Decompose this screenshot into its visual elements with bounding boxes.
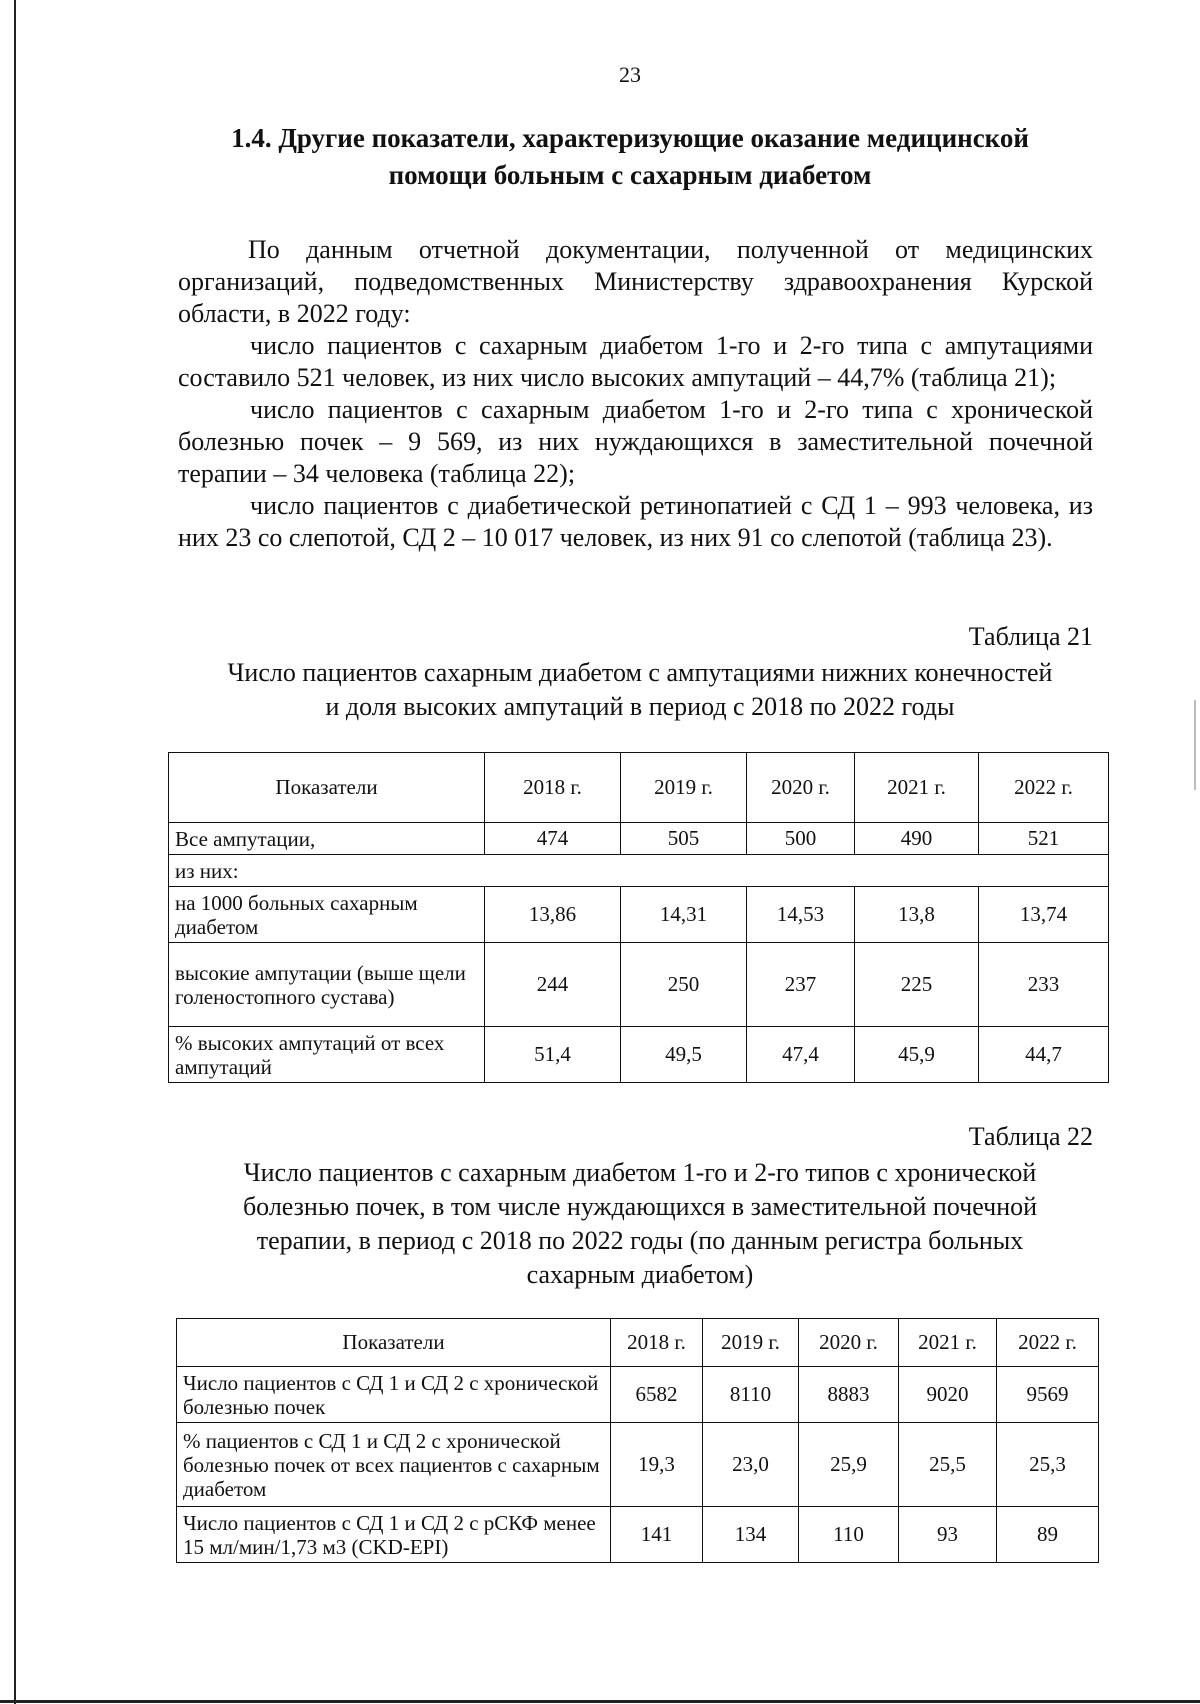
section-title — [170, 120, 1090, 194]
header-cell: Показатели — [177, 1319, 611, 1367]
header-cell: 2021 г. — [855, 753, 979, 823]
table-cell: 8883 — [799, 1367, 899, 1423]
row-label: Все ампутации, — [169, 823, 485, 855]
table-cell: 9020 — [899, 1367, 997, 1423]
table-cell: 8110 — [703, 1367, 799, 1423]
table-cell: 13,86 — [485, 887, 621, 943]
table-cell: 141 — [611, 1507, 703, 1563]
table-22-caption-line-1: Число пациентов с сахарным диабетом 1-го и 2-го типов с хронической — [243, 1158, 1037, 1187]
page-number: 23 — [619, 62, 641, 87]
table-cell: 110 — [799, 1507, 899, 1563]
header-cell: Показатели — [169, 753, 485, 823]
header-cell: 2019 г. — [621, 753, 747, 823]
table-header-row — [169, 753, 1109, 823]
table-cell: 47,4 — [747, 1027, 855, 1083]
table-row — [169, 823, 1109, 855]
table-cell: 490 — [855, 823, 979, 855]
table-cell: 6582 — [611, 1367, 703, 1423]
table-row — [169, 943, 1109, 1027]
paragraph-retinopathy: число пациентов с диабетической ретинопатией с СД 1 – 993 человека, из них 23 со слепотой, СД 2 – 10 017 человек, из них 91 со слепотой (таблица 23). — [178, 491, 1093, 552]
table-21-caption-line-2: и доля высоких ампутаций в период с 2018 по 2022 годы — [325, 692, 955, 721]
row-label: % высоких ампутаций от всех ампутаций — [169, 1027, 485, 1083]
scan-edge-right — [1194, 700, 1196, 790]
table-cell: 505 — [621, 823, 747, 855]
row-label: % пациентов с СД 1 и СД 2 с хронической болезнью почек от всех пациентов с сахарным диабетом — [177, 1423, 611, 1507]
header-cell: 2020 г. — [799, 1319, 899, 1367]
row-label: высокие ампутации (выше щели голеностопного сустава) — [169, 943, 485, 1027]
table-21-label: Таблица 21 — [968, 622, 1093, 651]
table-cell: 23,0 — [703, 1423, 799, 1507]
header-cell: 2020 г. — [747, 753, 855, 823]
paragraph-intro: По данным отчетной документации, полученной от медицинских организаций, подведомственных Министерству здравоохранения Курской области, в 2022 году: — [178, 235, 1093, 328]
table-cell: 14,31 — [621, 887, 747, 943]
table-cell: 250 — [621, 943, 747, 1027]
table-cell: 93 — [899, 1507, 997, 1563]
table-cell: 13,74 — [979, 887, 1109, 943]
table-21 — [168, 752, 1109, 1083]
table-row — [177, 1507, 1099, 1563]
table-row — [169, 1027, 1109, 1083]
table-cell: 25,9 — [799, 1423, 899, 1507]
table-22 — [176, 1318, 1099, 1563]
table-22-caption-line-4: сахарным диабетом) — [526, 1260, 754, 1289]
table-cell: 25,3 — [997, 1423, 1099, 1507]
table-cell: 134 — [703, 1507, 799, 1563]
header-cell: 2018 г. — [485, 753, 621, 823]
table-cell: 45,9 — [855, 1027, 979, 1083]
table-cell: 51,4 — [485, 1027, 621, 1083]
paragraph-amputations: число пациентов с сахарным диабетом 1-го и 2-го типа с ампутациями составило 521 человек, из них число высоких ампутаций – 44,7% (таблица 21); — [178, 331, 1093, 392]
row-label: Число пациентов с СД 1 и СД 2 с хронической болезнью почек — [177, 1367, 611, 1423]
section-title-line-2: помощи больным с сахарным диабетом — [388, 160, 872, 190]
table-row — [177, 1423, 1099, 1507]
section-title-line-1: 1.4. Другие показатели, характеризующие оказание медицинской — [231, 123, 1029, 153]
table-cell: 9569 — [997, 1367, 1099, 1423]
table-22-caption-line-3: терапии, в период с 2018 по 2022 годы (по данным регистра больных — [256, 1226, 1024, 1255]
row-label: из них: — [169, 855, 1109, 887]
header-cell: 2018 г. — [611, 1319, 703, 1367]
table-cell: 474 — [485, 823, 621, 855]
table-cell: 13,8 — [855, 887, 979, 943]
body-text — [178, 234, 1093, 554]
header-cell: 2022 г. — [997, 1319, 1099, 1367]
row-label: Число пациентов с СД 1 и СД 2 с рСКФ менее 15 мл/мин/1,73 м3 (CKD-EPI) — [177, 1507, 611, 1563]
table-row — [169, 855, 1109, 887]
table-22-caption-line-2: болезнью почек, в том числе нуждающихся в заместительной почечной — [242, 1192, 1038, 1221]
table-cell: 49,5 — [621, 1027, 747, 1083]
table-cell: 244 — [485, 943, 621, 1027]
table-cell: 225 — [855, 943, 979, 1027]
table-cell: 89 — [997, 1507, 1099, 1563]
table-21-caption — [170, 656, 1110, 724]
table-21-caption-line-1: Число пациентов сахарным диабетом с ампутациями нижних конечностей — [227, 658, 1053, 687]
table-cell: 44,7 — [979, 1027, 1109, 1083]
table-cell: 233 — [979, 943, 1109, 1027]
table-cell: 19,3 — [611, 1423, 703, 1507]
table-cell: 500 — [747, 823, 855, 855]
table-22-label: Таблица 22 — [968, 1122, 1093, 1151]
scan-edge-bottom — [0, 1700, 1200, 1703]
table-header-row — [177, 1319, 1099, 1367]
paragraph-kidney-disease: число пациентов с сахарным диабетом 1-го и 2-го типа с хронической болезнью почек – 9 569, из них нуждающихся в заместительной почечной терапии – 34 человека (таблица 22); — [178, 395, 1093, 488]
header-cell: 2019 г. — [703, 1319, 799, 1367]
table-cell: 25,5 — [899, 1423, 997, 1507]
header-cell: 2022 г. — [979, 753, 1109, 823]
table-cell: 521 — [979, 823, 1109, 855]
header-cell: 2021 г. — [899, 1319, 997, 1367]
table-row — [177, 1367, 1099, 1423]
table-22-caption — [170, 1156, 1110, 1292]
table-row — [169, 887, 1109, 943]
table-cell: 237 — [747, 943, 855, 1027]
row-label: на 1000 больных сахарным диабетом — [169, 887, 485, 943]
table-cell: 14,53 — [747, 887, 855, 943]
scan-edge-left — [14, 0, 16, 1704]
